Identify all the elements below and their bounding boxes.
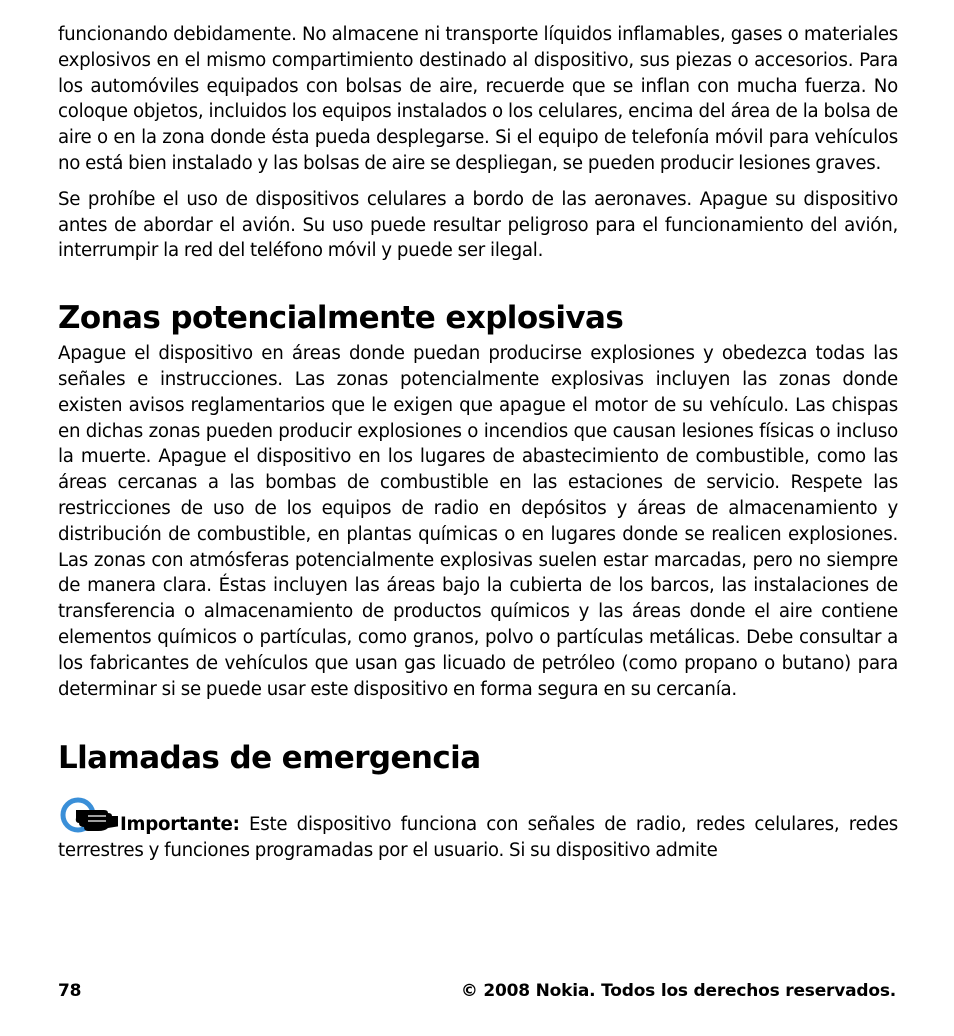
important-pointing-hand-icon — [58, 796, 118, 838]
important-label: Importante: — [120, 814, 240, 836]
heading-emergency-calls: Llamadas de emergencia — [58, 740, 481, 777]
paragraph-storage-airbags: funcionando debidamente. No almacene ni transporte líquidos inflamables, gases o materiales explosivos en el mismo compartimiento destinado al dispositivo, sus piezas o accesorios. Para los automóviles equipados con bolsas de aire, recuerde que se inflan con mucha fuerza. No coloque objetos, incluidos los equipos instalados o los celulares, encima del área de la bolsa de aire o en la zona donde ésta pueda desplegarse. Si el equipo de telefonía móvil para vehículos no está bien instalado y las bolsas de aire se despliegan, se pueden producir lesiones graves. — [58, 24, 898, 174]
page-number: 78 — [58, 981, 82, 1001]
page-content — [58, 22, 898, 864]
important-note-text: Este dispositivo funciona con señales de radio, redes celulares, redes terrestres y funciones programadas por el usuario. Si su dispositivo admite — [58, 814, 898, 862]
paragraph-aircraft: Se prohíbe el uso de dispositivos celulares a bordo de las aeronaves. Apague su dispositivo antes de abordar el avión. Su uso puede resultar peligroso para el funcionamiento del avión, interrumpir la red del teléfono móvil y puede ser ilegal. — [58, 188, 898, 262]
important-note — [58, 796, 898, 864]
heading-explosive-zones: Zonas potencialmente explosivas — [58, 300, 624, 337]
paragraph-explosive-zones: Apague el dispositivo en áreas donde puedan producirse explosiones y obedezca todas las señales e instrucciones. Las zonas potencialmente explosivas incluyen las zonas donde existen avisos reglamentarios que le exigen que apague el motor de su vehículo. Las chispas en dichas zonas pueden producir explosiones o incendios que causan lesiones físicas o incluso la muerte. Apague el dispositivo en los lugares de abastecimiento de combustible, como las áreas cercanas a las bombas de combustible en las estaciones de servicio. Respete las restricciones de uso de los equipos de radio en depósitos y áreas de almacenamiento y distribución de combustible, en plantas químicas o en lugares donde se realicen explosiones. Las zonas con atmósferas potencialmente explosivas suelen estar marcadas, pero no siempre de manera clara. Éstas incluyen las áreas bajo la cubierta de los barcos, las instalaciones de transferencia o almacenamiento de productos químicos y las áreas donde el aire contiene elementos químicos o partículas, como granos, polvo o partículas metálicas. Debe consultar a los fabricantes de vehículos que usan gas licuado de petróleo (como propano o butano) para determinar si se puede usar este dispositivo en forma segura en su cercanía. — [58, 343, 898, 700]
copyright-notice: © 2008 Nokia. Todos los derechos reservados. — [460, 981, 896, 1001]
